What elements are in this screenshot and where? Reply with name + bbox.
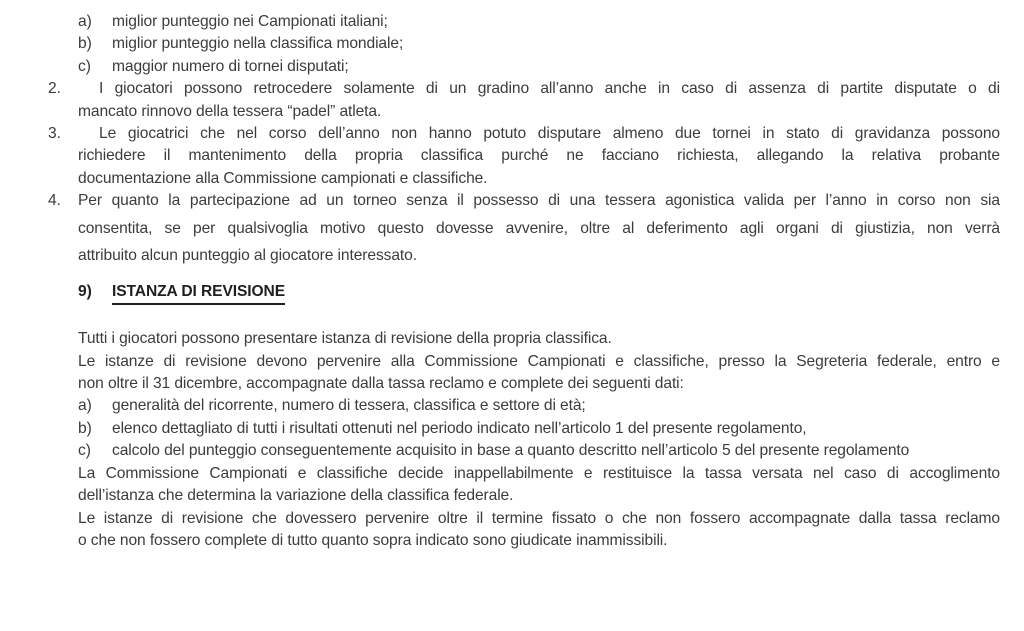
paragraph-body [78, 508, 1000, 553]
list-marker: a) [78, 397, 92, 415]
numbered-list-item [0, 190, 1024, 268]
paragraph-body [78, 463, 1000, 508]
text-line: Le istanze di revisione devono pervenire alla Commissione Campionati e classifiche, presso la Segreteria federale, entro e [78, 352, 1000, 370]
text-line: richiedere il mantenimento della propria classifica purché ne facciano richiesta, allegando la relativa probante [78, 147, 1000, 165]
paragraph-body [78, 351, 1000, 396]
numbered-list-item [0, 123, 1024, 190]
list-item-text: maggior numero di tornei disputati; [112, 57, 349, 75]
list-item-text: generalità del ricorrente, numero di tessera, classifica e settore di età; [112, 397, 586, 415]
text-line: La Commissione Campionati e classifiche decide inappellabilmente e restituisce la tassa versata nel caso di accoglimento [78, 464, 1000, 482]
paragraph [0, 508, 1024, 553]
paragraph-body [78, 328, 1000, 350]
list-number: 4. [48, 192, 61, 210]
text-line: Tutti i giocatori possono presentare istanza di revisione della propria classifica. [78, 330, 612, 348]
paragraph [0, 463, 1024, 508]
paragraph [0, 351, 1024, 396]
text-line: mancato rinnovo della tessera “padel” atleta. [78, 102, 382, 120]
list-marker: a) [78, 13, 92, 30]
text-line: I giocatori possono retrocedere solamente di un gradino all’anno anche in caso di assenza di partite disputate o di [99, 80, 1000, 98]
list-item-text: calcolo del punteggio conseguentemente acquisito in base a quanto descritto nell’articolo 5 del presente regolamento [112, 442, 910, 460]
list-marker: c) [78, 442, 91, 460]
text-line: documentazione alla Commissione campionati e classifiche. [78, 169, 488, 187]
list-number: 3. [48, 125, 61, 143]
letter-list-item [0, 56, 1024, 78]
text-line: Le istanze di revisione che dovessero pervenire oltre il termine fissato o che non fossero accompagnate dalla tassa reclamo [78, 509, 1000, 527]
list-item-text: miglior punteggio nei Campionati italiani; [112, 13, 388, 30]
letter-list-item [0, 395, 1024, 417]
letter-list-item [0, 418, 1024, 440]
list-marker: b) [78, 419, 92, 437]
letter-list-item [0, 11, 1024, 33]
list-item-body [78, 78, 1000, 123]
list-number: 2. [48, 80, 61, 98]
text-line: non oltre il 31 dicembre, accompagnate dalla tassa reclamo e complete dei seguenti dati: [78, 375, 684, 393]
letter-list-item [0, 33, 1024, 55]
section-heading [0, 281, 1024, 305]
paragraph [0, 328, 1024, 350]
text-line: consentita, se per qualsivoglia motivo questo dovesse avvenire, oltre al deferimento agli organi di giustizia, non verrà [78, 219, 1000, 237]
text-line: dell’istanza che determina la variazione della classifica federale. [78, 487, 514, 505]
text-line: Le giocatrici che nel corso dell’anno non hanno potuto disputare almeno due tornei in stato di gravidanza possono [99, 125, 1000, 143]
heading-number: 9) [78, 282, 92, 300]
list-item-body [78, 123, 1000, 190]
numbered-list-item [0, 78, 1024, 123]
text-line: attribuito alcun punteggio al giocatore interessato. [78, 247, 417, 265]
letter-list-item [0, 440, 1024, 462]
list-marker: c) [78, 57, 91, 75]
list-marker: b) [78, 35, 92, 53]
text-line: Per quanto la partecipazione ad un torneo senza il possesso di una tessera agonistica valida per l’anno in corso non sia [78, 192, 1000, 210]
list-item-text: miglior punteggio nella classifica mondiale; [112, 35, 404, 53]
heading-title: ISTANZA DI REVISIONE [112, 281, 285, 305]
list-item-body [78, 190, 1000, 268]
list-item-text: elenco dettagliato di tutti i risultati ottenuti nel periodo indicato nell’articolo 1 del presente regolamento, [112, 419, 807, 437]
text-line: o che non fossero complete di tutto quanto sopra indicato sono giudicate inammissibili. [78, 531, 668, 549]
